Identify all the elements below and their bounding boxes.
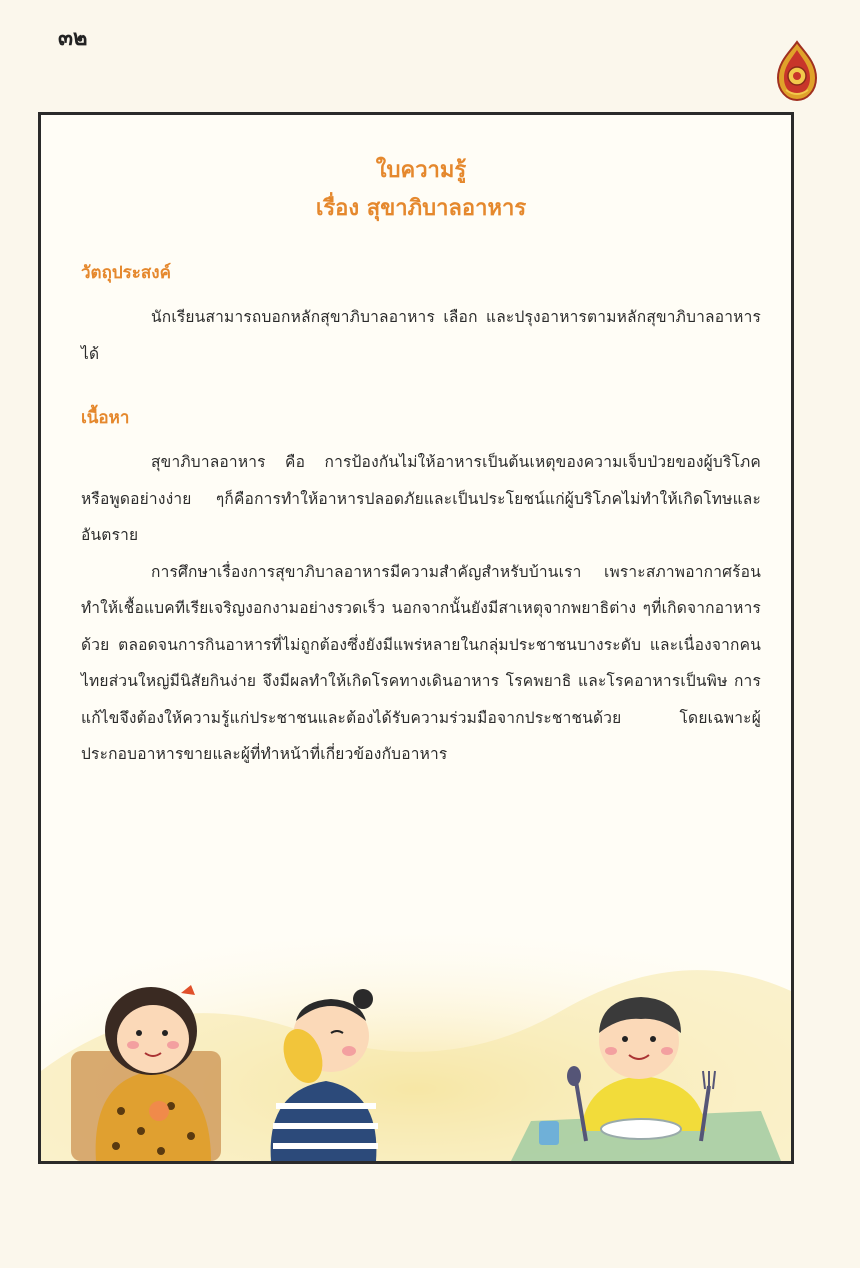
content-paragraph-1: สุขาภิบาลอาหาร คือ การป้องกันไม่ให้อาหารเป็นต้นเหตุของความเจ็บป่วยของผู้บริโภค หรือพูดอย่างง่าย ๆก็คือการทำให้อาหารปลอดภัยและเป็นประโยชน์แก่ผู้บริโภคไม่ทำให้เกิดโทษและอันตราย xyxy=(81,453,761,544)
section-heading-objective: วัตถุประสงค์ xyxy=(81,263,171,283)
objective-paragraph: นักเรียนสามารถบอกหลักสุขาภิบาลอาหาร เลือก และปรุงอาหารตามหลักสุขาภิบาลอาหารได้ xyxy=(81,308,761,363)
content-paragraph-2: การศึกษาเรื่องการสุขาภิบาลอาหารมีความสำคัญสำหรับบ้านเรา เพราะสภาพอากาศร้อนทำให้เชื้อแบคทีเรียเจริญงอกงามอย่างรวดเร็ว นอกจากนั้นยังมีสาเหตุจากพยาธิต่าง ๆที่เกิดจากอาหารด้วย ตลอดจนการกินอาหารที่ไม่ถูกต้องซึ่งยังมีแพร่หลายในกลุ่มประชาชนบางระดับ และเนื่องจากคนไทยส่วนใหญ่มีนิสัยกินง่าย จึงมีผลทำให้เกิดโรคทางเดินอาหาร โรคพยาธิ และโรคอาหารเป็นพิษ การแก้ไขจึงต้องให้ความรู้แก่ประชาชนและต้องได้รับความร่วมมือจากประชาชนด้วย โดยเฉพาะผู้ประกอบอาหารขายและผู้ที่ทำหน้าที่เกี่ยวข้องกับอาหาร xyxy=(81,562,761,763)
content-frame xyxy=(38,112,794,1164)
school-emblem-icon xyxy=(774,40,820,102)
document-title: ใบความรู้ xyxy=(375,158,467,183)
document-subtitle: เรื่อง สุขาภิบาลอาหาร xyxy=(315,196,527,221)
page-number: ๓๒ xyxy=(58,26,88,51)
children-eating-illustration xyxy=(41,921,791,1161)
section-heading-content: เนื้อหา xyxy=(81,408,130,428)
document-body xyxy=(81,155,761,773)
